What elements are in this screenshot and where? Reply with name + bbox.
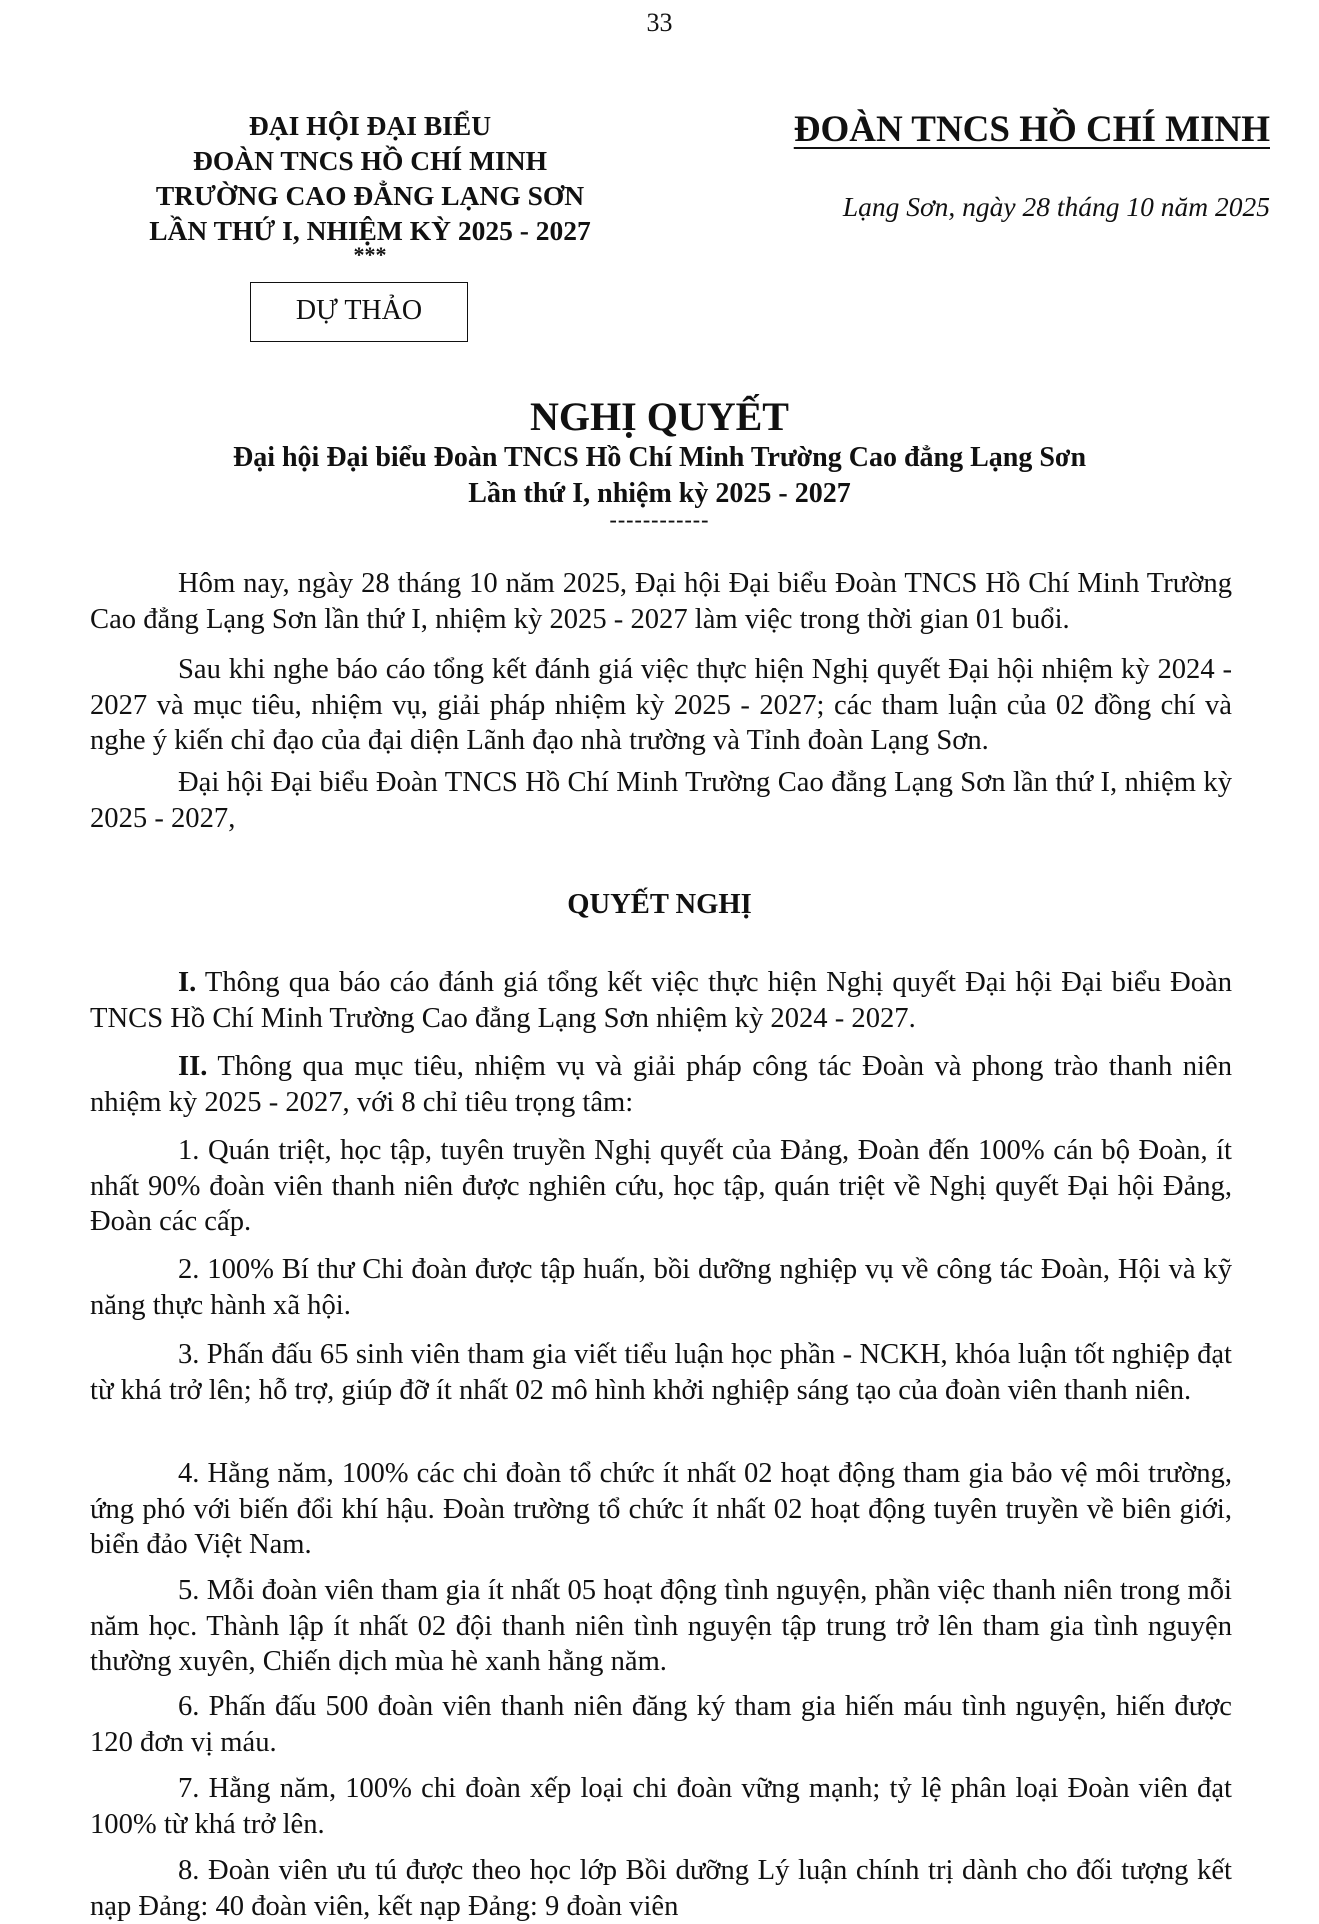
intro-paragraph: Đại hội Đại biểu Đoàn TNCS Hồ Chí Minh Trường Cao đẳng Lạng Sơn lần thứ I, nhiệm kỳ 2025 - 2027, — [90, 767, 1232, 834]
target-item: 3. Phấn đấu 65 sinh viên tham gia viết tiểu luận học phần - NCKH, khóa luận tốt nghiệp đạt từ khá trở lên; hỗ trợ, giúp đỡ ít nhất 02 mô hình khởi nghiệp sáng tạo của đoàn viên thanh niên. — [90, 1339, 1232, 1406]
header-stars: *** — [353, 242, 387, 267]
congress-header-line: ĐẠI HỘI ĐẠI BIỂU — [248, 110, 492, 141]
congress-header-line: ĐOÀN TNCS HỒ CHÍ MINH — [193, 145, 547, 176]
document-subtitle — [0, 440, 1319, 512]
target-item: 1. Quán triệt, học tập, tuyên truyền Nghị quyết của Đảng, Đoàn đến 100% cán bộ Đoàn, ít nhất 90% đoàn viên thanh niên được nghiên cứu, học tập, quán triệt về Nghị quyết Đại hội Đảng, Đoàn các cấp. — [90, 1135, 1232, 1237]
resolution-section — [90, 1049, 1232, 1120]
organization-name: ĐOÀN TNCS HỒ CHÍ MINH — [793, 109, 1270, 150]
congress-header — [120, 108, 620, 248]
target-item: 2. 100% Bí thư Chi đoàn được tập huấn, bồi dưỡng nghiệp vụ về công tác Đoàn, Hội và kỹ năng thực hành xã hội. — [90, 1254, 1232, 1321]
subtitle-line: Đại hội Đại biểu Đoàn TNCS Hồ Chí Minh Trường Cao đẳng Lạng Sơn — [232, 442, 1087, 473]
congress-header-line: TRƯỜNG CAO ĐẲNG LẠNG SƠN — [155, 180, 585, 211]
intro-paragraph: Sau khi nghe báo cáo tổng kết đánh giá việc thực hiện Nghị quyết Đại hội nhiệm kỳ 2024 - 2027 và mục tiêu, nhiệm vụ, giải pháp nhiệm kỳ 2025 - 2027; các tham luận của 02 đồng chí và nghe ý kiến chỉ đạo của đại diện Lãnh đạo nhà trường và Tỉnh đoàn Lạng Sơn. — [90, 654, 1232, 756]
section-text: Thông qua báo cáo đánh giá tổng kết việc thực hiện Nghị quyết Đại hội Đại biểu Đoàn TNCS Hồ Chí Minh Trường Cao đẳng Lạng Sơn nhiệm kỳ 2024 - 2027. — [90, 967, 1232, 1034]
page-number: 33 — [646, 8, 673, 37]
target-item: 4. Hằng năm, 100% các chi đoàn tổ chức ít nhất 02 hoạt động tham gia bảo vệ môi trường, ứng phó với biến đổi khí hậu. Đoàn trường tổ chức ít nhất 02 hoạt động tuyên truyền về biên giới, biển đảo Việt Nam. — [90, 1458, 1232, 1560]
target-item: 6. Phấn đấu 500 đoàn viên thanh niên đăng ký tham gia hiến máu tình nguyện, hiến được 120 đơn vị máu. — [90, 1691, 1232, 1758]
resolution-section — [90, 965, 1232, 1036]
subtitle-line: Lần thứ I, nhiệm kỳ 2025 - 2027 — [468, 478, 851, 509]
resolution-heading: QUYẾT NGHỊ — [567, 889, 752, 920]
title-separator: ------------ — [609, 507, 710, 532]
section-number: I. — [178, 967, 197, 998]
document-title: NGHỊ QUYẾT — [530, 394, 789, 439]
section-number: II. — [178, 1051, 208, 1082]
target-item: 7. Hằng năm, 100% chi đoàn xếp loại chi đoàn vững mạnh; tỷ lệ phân loại Đoàn viên đạt 100% từ khá trở lên. — [90, 1773, 1232, 1840]
target-item: 8. Đoàn viên ưu tú được theo học lớp Bồi dưỡng Lý luận chính trị dành cho đối tượng kết nạp Đảng: 40 đoàn viên, kết nạp Đảng: 9 đoàn viên — [90, 1855, 1232, 1922]
draft-label-box: DỰ THẢO — [250, 282, 468, 342]
section-text: Thông qua mục tiêu, nhiệm vụ và giải pháp công tác Đoàn và phong trào thanh niên nhiệm kỳ 2025 - 2027, với 8 chỉ tiêu trọng tâm: — [90, 1051, 1232, 1118]
intro-paragraph: Hôm nay, ngày 28 tháng 10 năm 2025, Đại hội Đại biểu Đoàn TNCS Hồ Chí Minh Trường Cao đẳng Lạng Sơn lần thứ I, nhiệm kỳ 2025 - 2027 làm việc trong thời gian 01 buổi. — [90, 568, 1232, 635]
target-item: 5. Mỗi đoàn viên tham gia ít nhất 05 hoạt động tình nguyện, phần việc thanh niên trong mỗi năm học. Thành lập ít nhất 02 đội thanh niên tình nguyện tập trung trở lên tham gia tình nguyện thường xuyên, Chiến dịch mùa hè xanh hằng năm. — [90, 1575, 1232, 1677]
congress-header-line: LẦN THỨ I, NHIỆM KỲ 2025 - 2027 — [149, 215, 591, 246]
place-date: Lạng Sơn, ngày 28 tháng 10 năm 2025 — [842, 191, 1270, 222]
